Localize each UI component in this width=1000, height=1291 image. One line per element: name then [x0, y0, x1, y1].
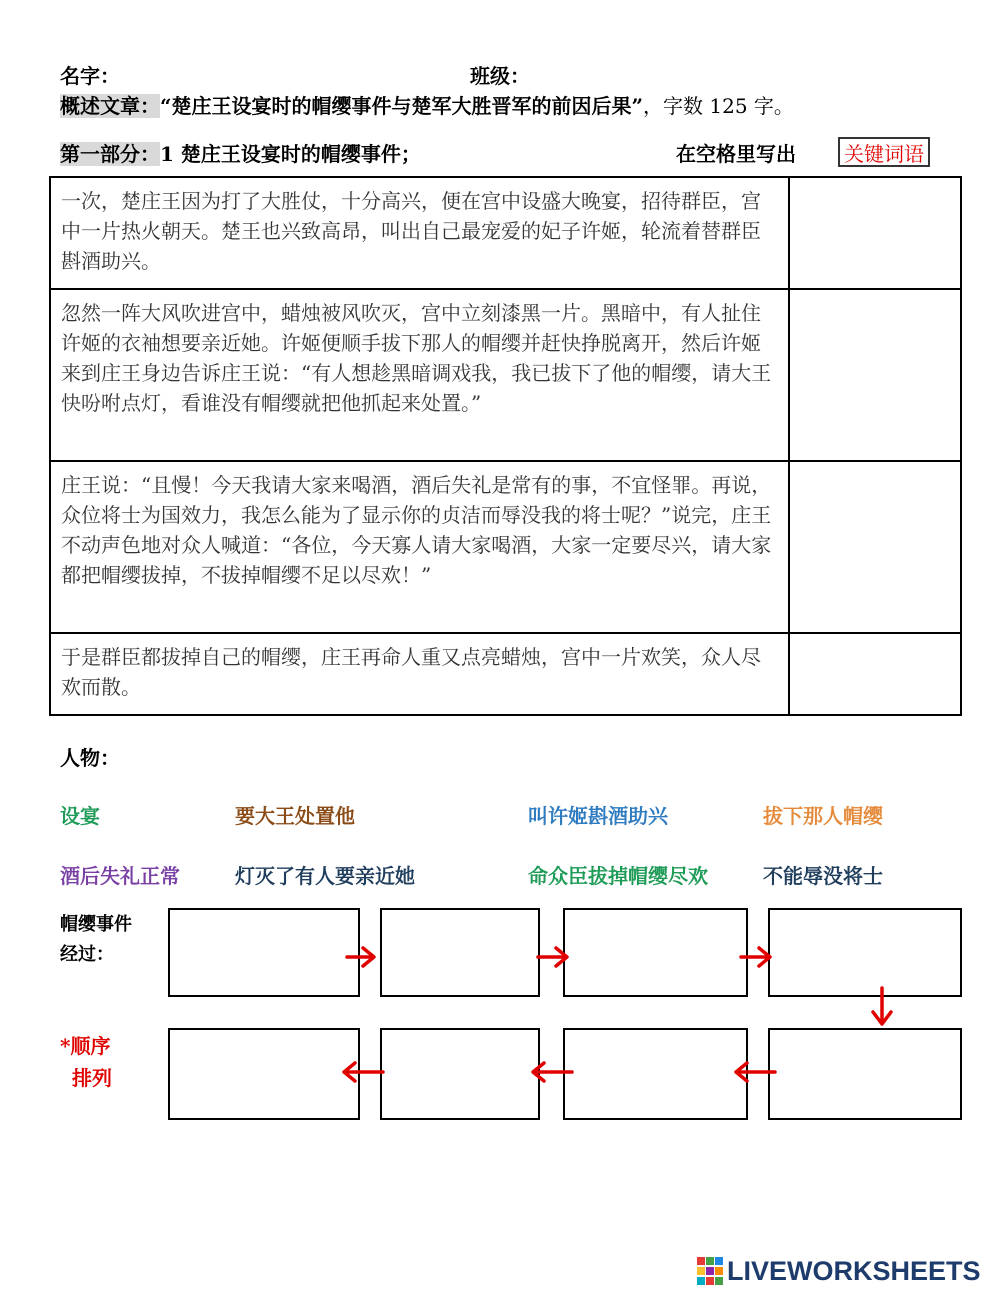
order-label-line: *顺序: [60, 1034, 111, 1058]
arrow-right-icon: [347, 948, 374, 966]
summary-label: 概述文章：: [60, 94, 160, 118]
drag-chip[interactable]: 叫许姬斟酒助兴: [528, 804, 668, 828]
paragraph-cell: 忽然一阵大风吹进宫中，蜡烛被风吹灭，宫中立刻漆黑一片。黑暗中，有人扯住许姬的衣袖想要亲近她。许姬便顺手拔下那人的帽缨并赶快挣脱离开，然后许姬来到庄王身边告诉庄王说：“有人想趁黑暗调戏我，我已拔下了他的帽缨，请大王快吩咐点灯，看谁没有帽缨就把他抓起来处置。”: [50, 289, 789, 461]
liveworksheets-logo: [697, 1254, 981, 1288]
keyword-box: 关键词语: [838, 137, 930, 167]
arrow-left-icon: [736, 1063, 775, 1081]
drag-chip[interactable]: 拔下那人帽缨: [763, 804, 883, 828]
instruction-text: 在空格里写出: [676, 142, 796, 166]
drag-chip[interactable]: 要大王处置他: [235, 804, 355, 828]
drag-chip[interactable]: 灯灭了有人要亲近她: [235, 864, 415, 888]
people-label: 人物：: [60, 746, 120, 770]
part1-label: 第一部分：: [60, 142, 160, 166]
drag-chip[interactable]: 设宴: [60, 804, 100, 828]
arrow-left-icon: [344, 1063, 383, 1081]
summary-title: “楚庄王设宴时的帽缨事件与楚军大胜晋军的前因后果”: [160, 94, 644, 118]
drag-chip[interactable]: 命众臣拔掉帽缨尽欢: [528, 864, 708, 888]
summary-count: ，字数 125 字。: [643, 94, 794, 118]
logo-blocks-icon: [697, 1257, 723, 1285]
arrow-left-icon: [533, 1063, 572, 1081]
part1-title: 1 楚庄王设宴时的帽缨事件；: [160, 142, 421, 166]
class-label: 班级：: [470, 64, 530, 88]
flow-label-line: 帽缨事件: [60, 914, 132, 935]
name-label: 名字：: [60, 64, 120, 88]
paragraph-cell: 庄王说：“且慢！今天我请大家来喝酒，酒后失礼是常有的事，不宜怪罪。再说，众位将士为国效力，我怎么能为了显示你的贞洁而辱没我的将士呢？”说完，庄王不动声色地对众人喊道：“各位，今天寡人请大家喝酒，大家一定要尽兴，请大家都把帽缨拔掉，不拔掉帽缨不足以尽欢！”: [50, 461, 789, 633]
flow-label-line: 经过：: [60, 944, 114, 965]
drag-chip[interactable]: 不能辱没将士: [763, 864, 883, 888]
arrow-right-icon: [538, 948, 567, 966]
drag-chip[interactable]: 酒后失礼正常: [60, 864, 180, 888]
paragraph-cell: 于是群臣都拔掉自己的帽缨，庄王再命人重又点亮蜡烛，宫中一片欢笑，众人尽欢而散。: [50, 633, 789, 715]
logo-text: LIVEWORKSHEETS: [727, 1255, 981, 1286]
arrow-right-icon: [741, 948, 770, 966]
paragraph-cell: 一次，楚庄王因为打了大胜仗，十分高兴，便在宫中设盛大晚宴，招待群臣，宫中一片热火朝天。楚王也兴致高昂，叫出自己最宠爱的妃子许姬，轮流着替群臣斟酒助兴。: [50, 177, 789, 289]
arrow-down-icon: [873, 988, 891, 1024]
order-label-line: 排列: [72, 1066, 112, 1090]
